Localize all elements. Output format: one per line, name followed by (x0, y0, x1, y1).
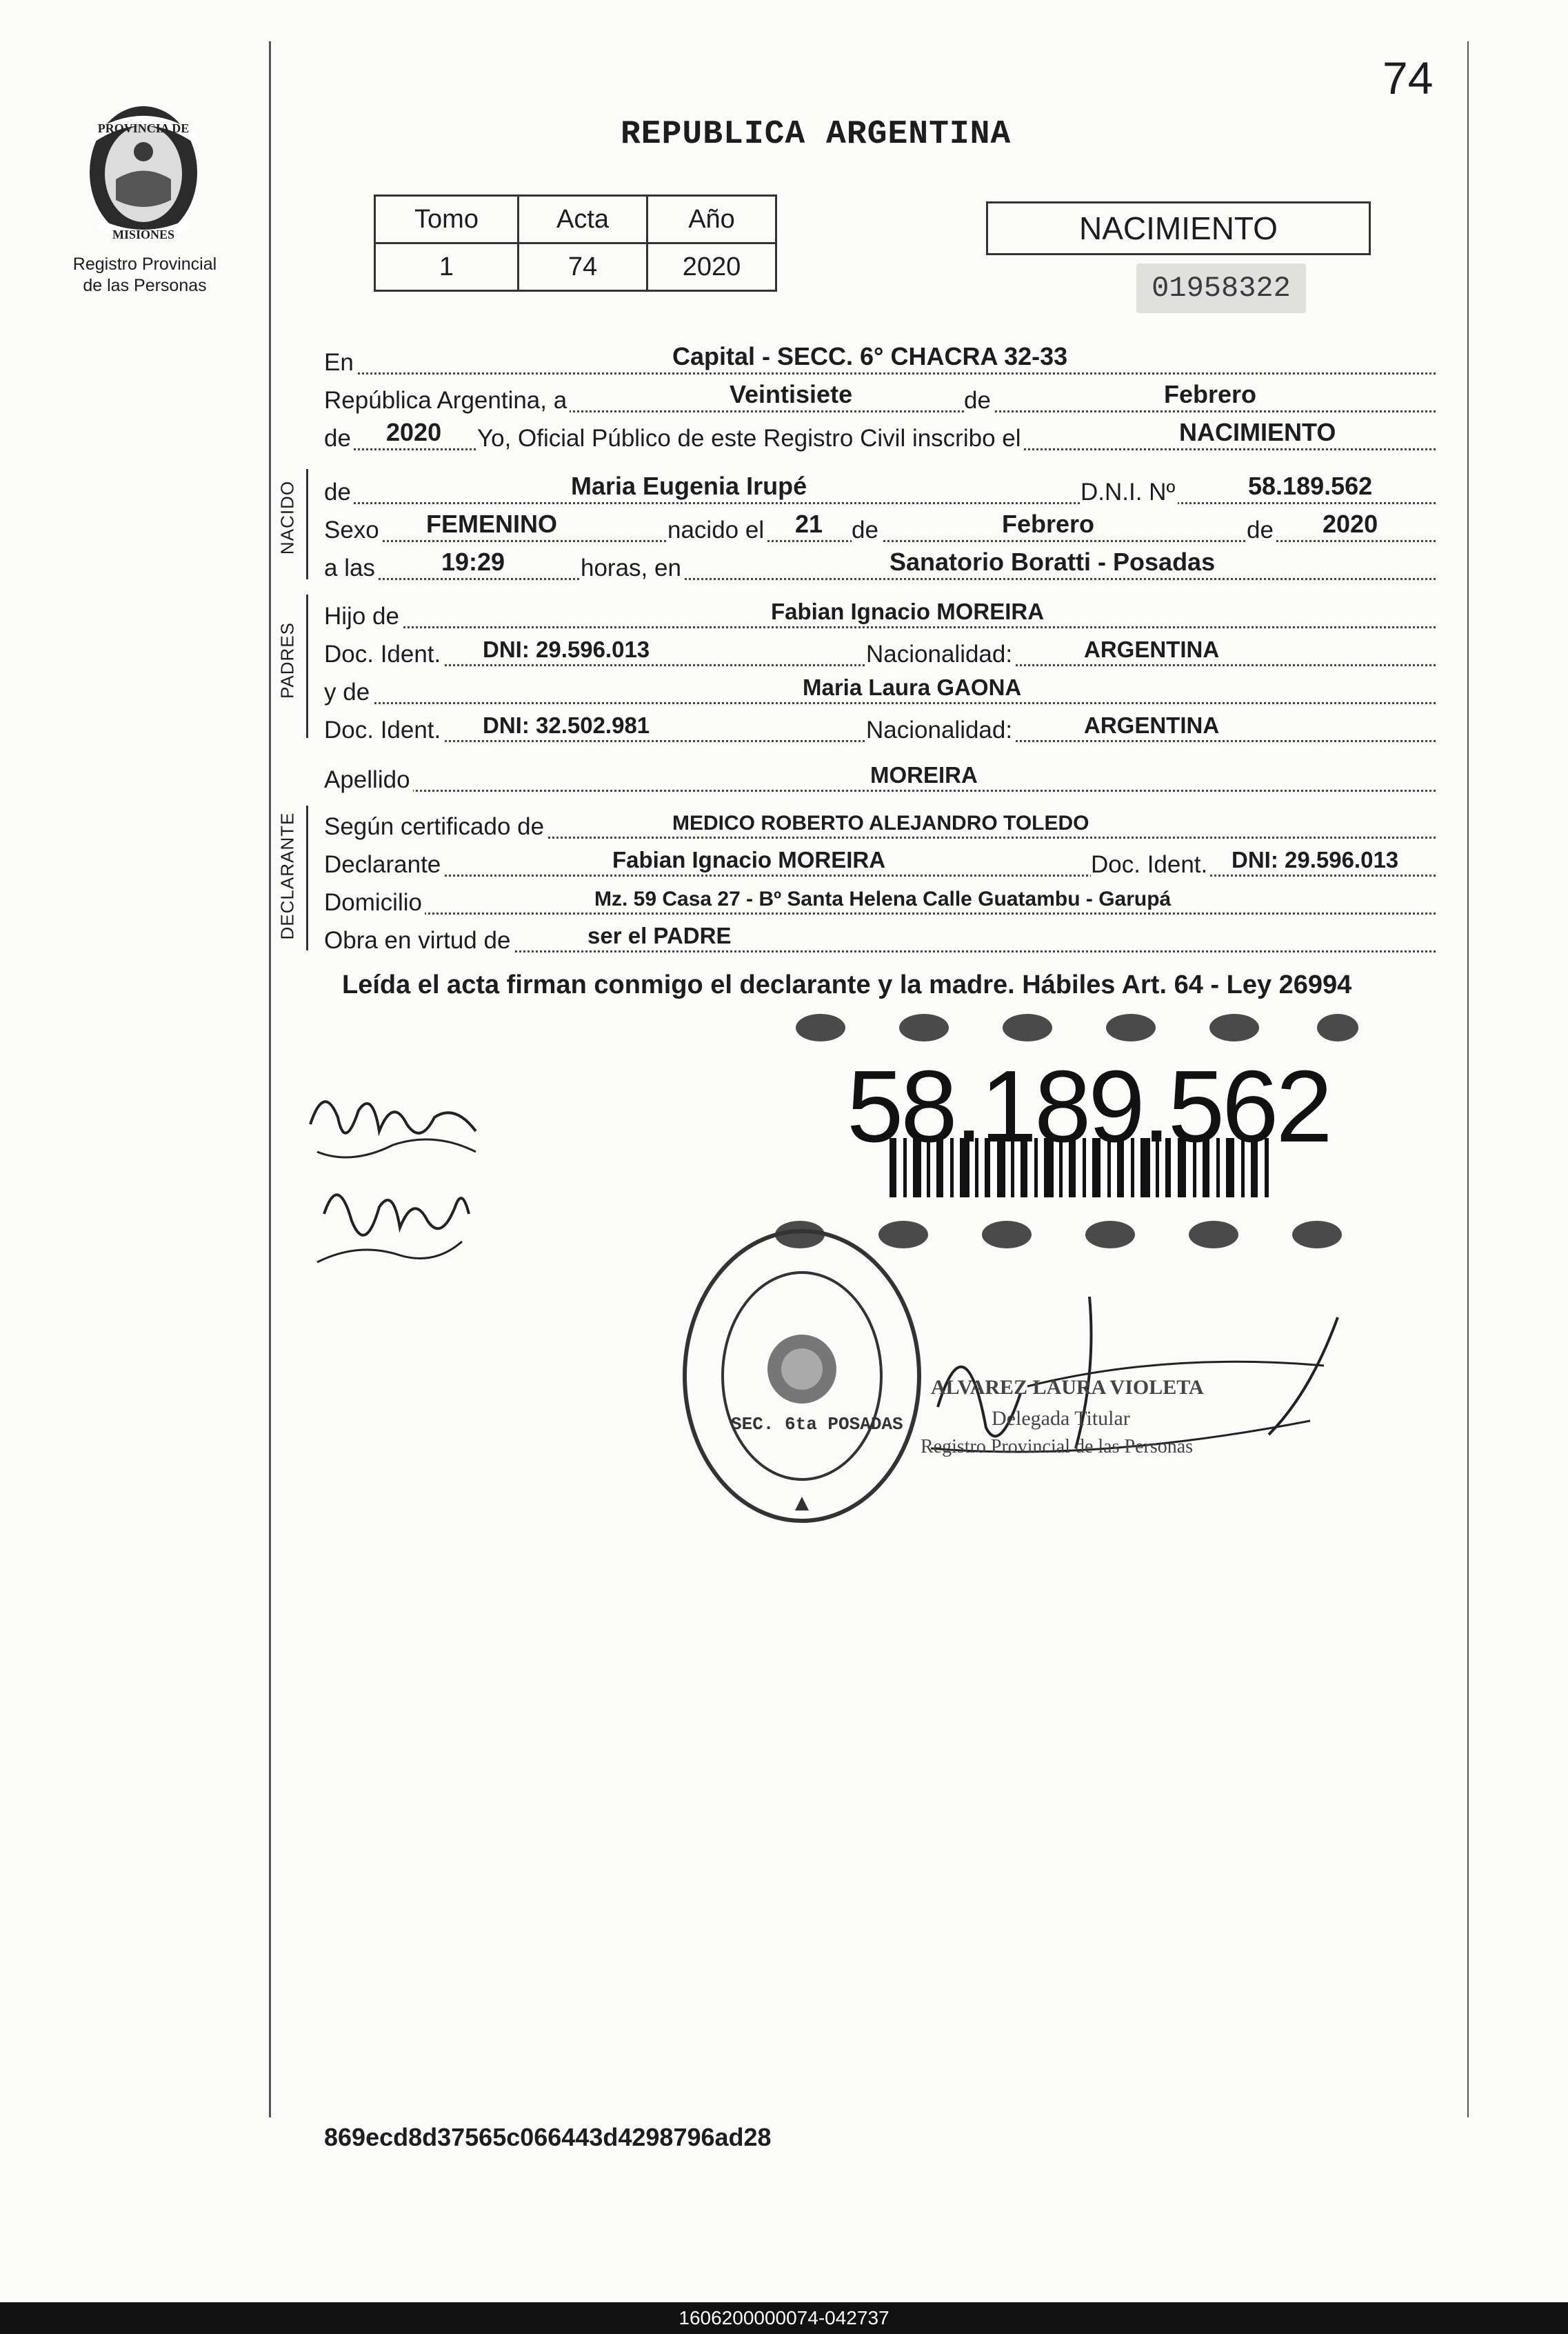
row-madre (324, 668, 1436, 704)
section-label-declarante: DECLARANTE (277, 812, 298, 940)
value-declarante-doc: DNI: 29.596.013 (1232, 847, 1399, 872)
value-dia-nacimiento: 21 (795, 510, 823, 538)
value-domicilio: Mz. 59 Casa 27 - Bº Santa Helena Calle Guatambu - Garupá (594, 888, 1172, 910)
barcode-dni-number: 58.189.562 (847, 1050, 1330, 1164)
reference-table (374, 194, 777, 292)
row-padre (324, 592, 1436, 628)
label-y-de: y de (324, 679, 372, 706)
value-madre-nacionalidad: ARGENTINA (1084, 712, 1220, 738)
label-doc-madre: Doc. Ident. (324, 717, 443, 744)
label-de-anio-nac: de (1247, 517, 1276, 544)
stamp-center-text: SEC. 6ta POSADAS (731, 1414, 903, 1435)
value-nombre-nacido: Maria Eugenia Irupé (571, 472, 807, 500)
row-domicilio (324, 878, 1436, 915)
label-en: En (324, 349, 356, 377)
right-margin-line (1467, 41, 1469, 2117)
officer-org: Registro Provincial de las Personas (921, 1436, 1194, 1457)
label-certificado: Según certificado de (324, 813, 547, 841)
value-declarante: Fabian Ignacio MOREIRA (612, 847, 886, 872)
value-tipo-inscripcion: NACIMIENTO (1179, 418, 1336, 446)
scan-id: 1606200000074-042737 (679, 2307, 889, 2328)
watermark-row-top (796, 1014, 1358, 1041)
value-padre-nacionalidad: ARGENTINA (1084, 637, 1220, 662)
value-apellido: MOREIRA (870, 762, 978, 788)
seal-text-bottom: MISIONES (112, 228, 175, 241)
value-anio-inscripcion: 2020 (386, 418, 442, 446)
row-inscribo (324, 414, 1436, 450)
row-certificado (324, 802, 1436, 839)
value-dia-inscripcion: Veintisiete (730, 380, 853, 408)
logo-caption-line2: de las Personas (83, 276, 207, 295)
label-de-mes: de (852, 517, 881, 544)
row-lugar (324, 338, 1436, 375)
row-hora (324, 543, 1436, 580)
row-obra (324, 916, 1436, 952)
value-hora: 19:29 (441, 548, 505, 576)
label-nacionalidad-madre: Nacionalidad: (866, 717, 1015, 744)
row-madre-doc (324, 706, 1436, 742)
label-declarante: Declarante (324, 851, 443, 879)
label-de-anio: de (324, 425, 354, 452)
label-de-nacido: de (324, 479, 354, 506)
reference-table-values (375, 243, 776, 291)
row-sexo (324, 506, 1436, 542)
value-lugar: Capital - SECC. 6° CHACRA 32-33 (672, 342, 1068, 370)
page-title: REPUBLICA ARGENTINA (621, 116, 1012, 153)
label-dni: D.N.I. Nº (1080, 479, 1178, 506)
value-mes-nacimiento: Febrero (1002, 510, 1095, 538)
logo-caption-line1: Registro Provincial (72, 255, 217, 274)
section-label-padres: PADRES (277, 622, 298, 699)
page-number: 74 (1383, 52, 1434, 103)
reference-table-header (375, 196, 776, 243)
document-type-box: NACIMIENTO (986, 201, 1371, 255)
official-stamp (674, 1221, 929, 1531)
value-acta: 74 (519, 243, 647, 291)
section-label-nacido: NACIDO (277, 480, 298, 555)
value-obra: ser el PADRE (587, 923, 732, 948)
row-fecha-inscripcion (324, 376, 1436, 412)
document-hash: 869ecd8d37565c066443d4298796ad28 (324, 2123, 772, 2151)
label-republica: República Argentina, a (324, 387, 570, 415)
label-sexo: Sexo (324, 517, 382, 544)
label-apellido: Apellido (324, 766, 413, 794)
value-anio-nacimiento: 2020 (1323, 510, 1378, 538)
row-nombre-nacido (324, 468, 1436, 504)
label-inscribo: Yo, Oficial Público de este Registro Civil inscribo el (477, 425, 1024, 452)
label-doc-declarante: Doc. Ident. (1091, 851, 1210, 879)
label-a-las: a las (324, 555, 378, 582)
label-de: de (964, 387, 994, 415)
value-tomo: 1 (375, 243, 519, 291)
row-padre-doc (324, 630, 1436, 666)
seal-text-top: PROVINCIA DE (97, 121, 190, 135)
header-anio: Año (647, 196, 776, 243)
value-madre-doc: DNI: 32.502.981 (483, 712, 650, 738)
padres-separator (306, 595, 308, 738)
nacido-separator (306, 469, 308, 579)
value-sexo: FEMENINO (426, 510, 558, 538)
declarante-separator (306, 806, 308, 950)
left-margin-line (269, 41, 271, 2117)
declarant-signature (296, 1069, 490, 1304)
value-madre: Maria Laura GAONA (803, 675, 1022, 700)
header-acta: Acta (519, 196, 647, 243)
officer-name: ALVAREZ LAURA VIOLETA (931, 1376, 1204, 1399)
row-apellido (324, 755, 1436, 792)
logo-caption (41, 254, 248, 297)
label-nacionalidad-padre: Nacionalidad: (866, 641, 1015, 668)
control-number-stamp: 01958322 (1136, 263, 1306, 313)
row-declarante (324, 840, 1436, 877)
officer-title: Delegada Titular (992, 1407, 1130, 1430)
label-horas-en: horas, en (581, 555, 684, 582)
closing-statement: Leída el acta firman conmigo el declarante y la madre. Hábiles Art. 64 - Ley 26994 (342, 970, 1352, 999)
header-tomo: Tomo (375, 196, 519, 243)
province-seal-logo (74, 97, 212, 248)
value-lugar-nacimiento: Sanatorio Boratti - Posadas (889, 548, 1216, 576)
value-padre: Fabian Ignacio MOREIRA (771, 599, 1045, 624)
value-mes-inscripcion: Febrero (1164, 380, 1257, 408)
label-hijo-de: Hijo de (324, 603, 402, 630)
label-domicilio: Domicilio (324, 889, 425, 917)
label-obra: Obra en virtud de (324, 927, 513, 955)
value-dni-nacido: 58.189.562 (1248, 472, 1373, 500)
label-nacido-el: nacido el (667, 517, 767, 544)
value-padre-doc: DNI: 29.596.013 (483, 637, 650, 662)
label-doc-padre: Doc. Ident. (324, 641, 443, 668)
value-certificado: MEDICO ROBERTO ALEJANDRO TOLEDO (672, 812, 1089, 835)
value-anio: 2020 (647, 243, 776, 291)
